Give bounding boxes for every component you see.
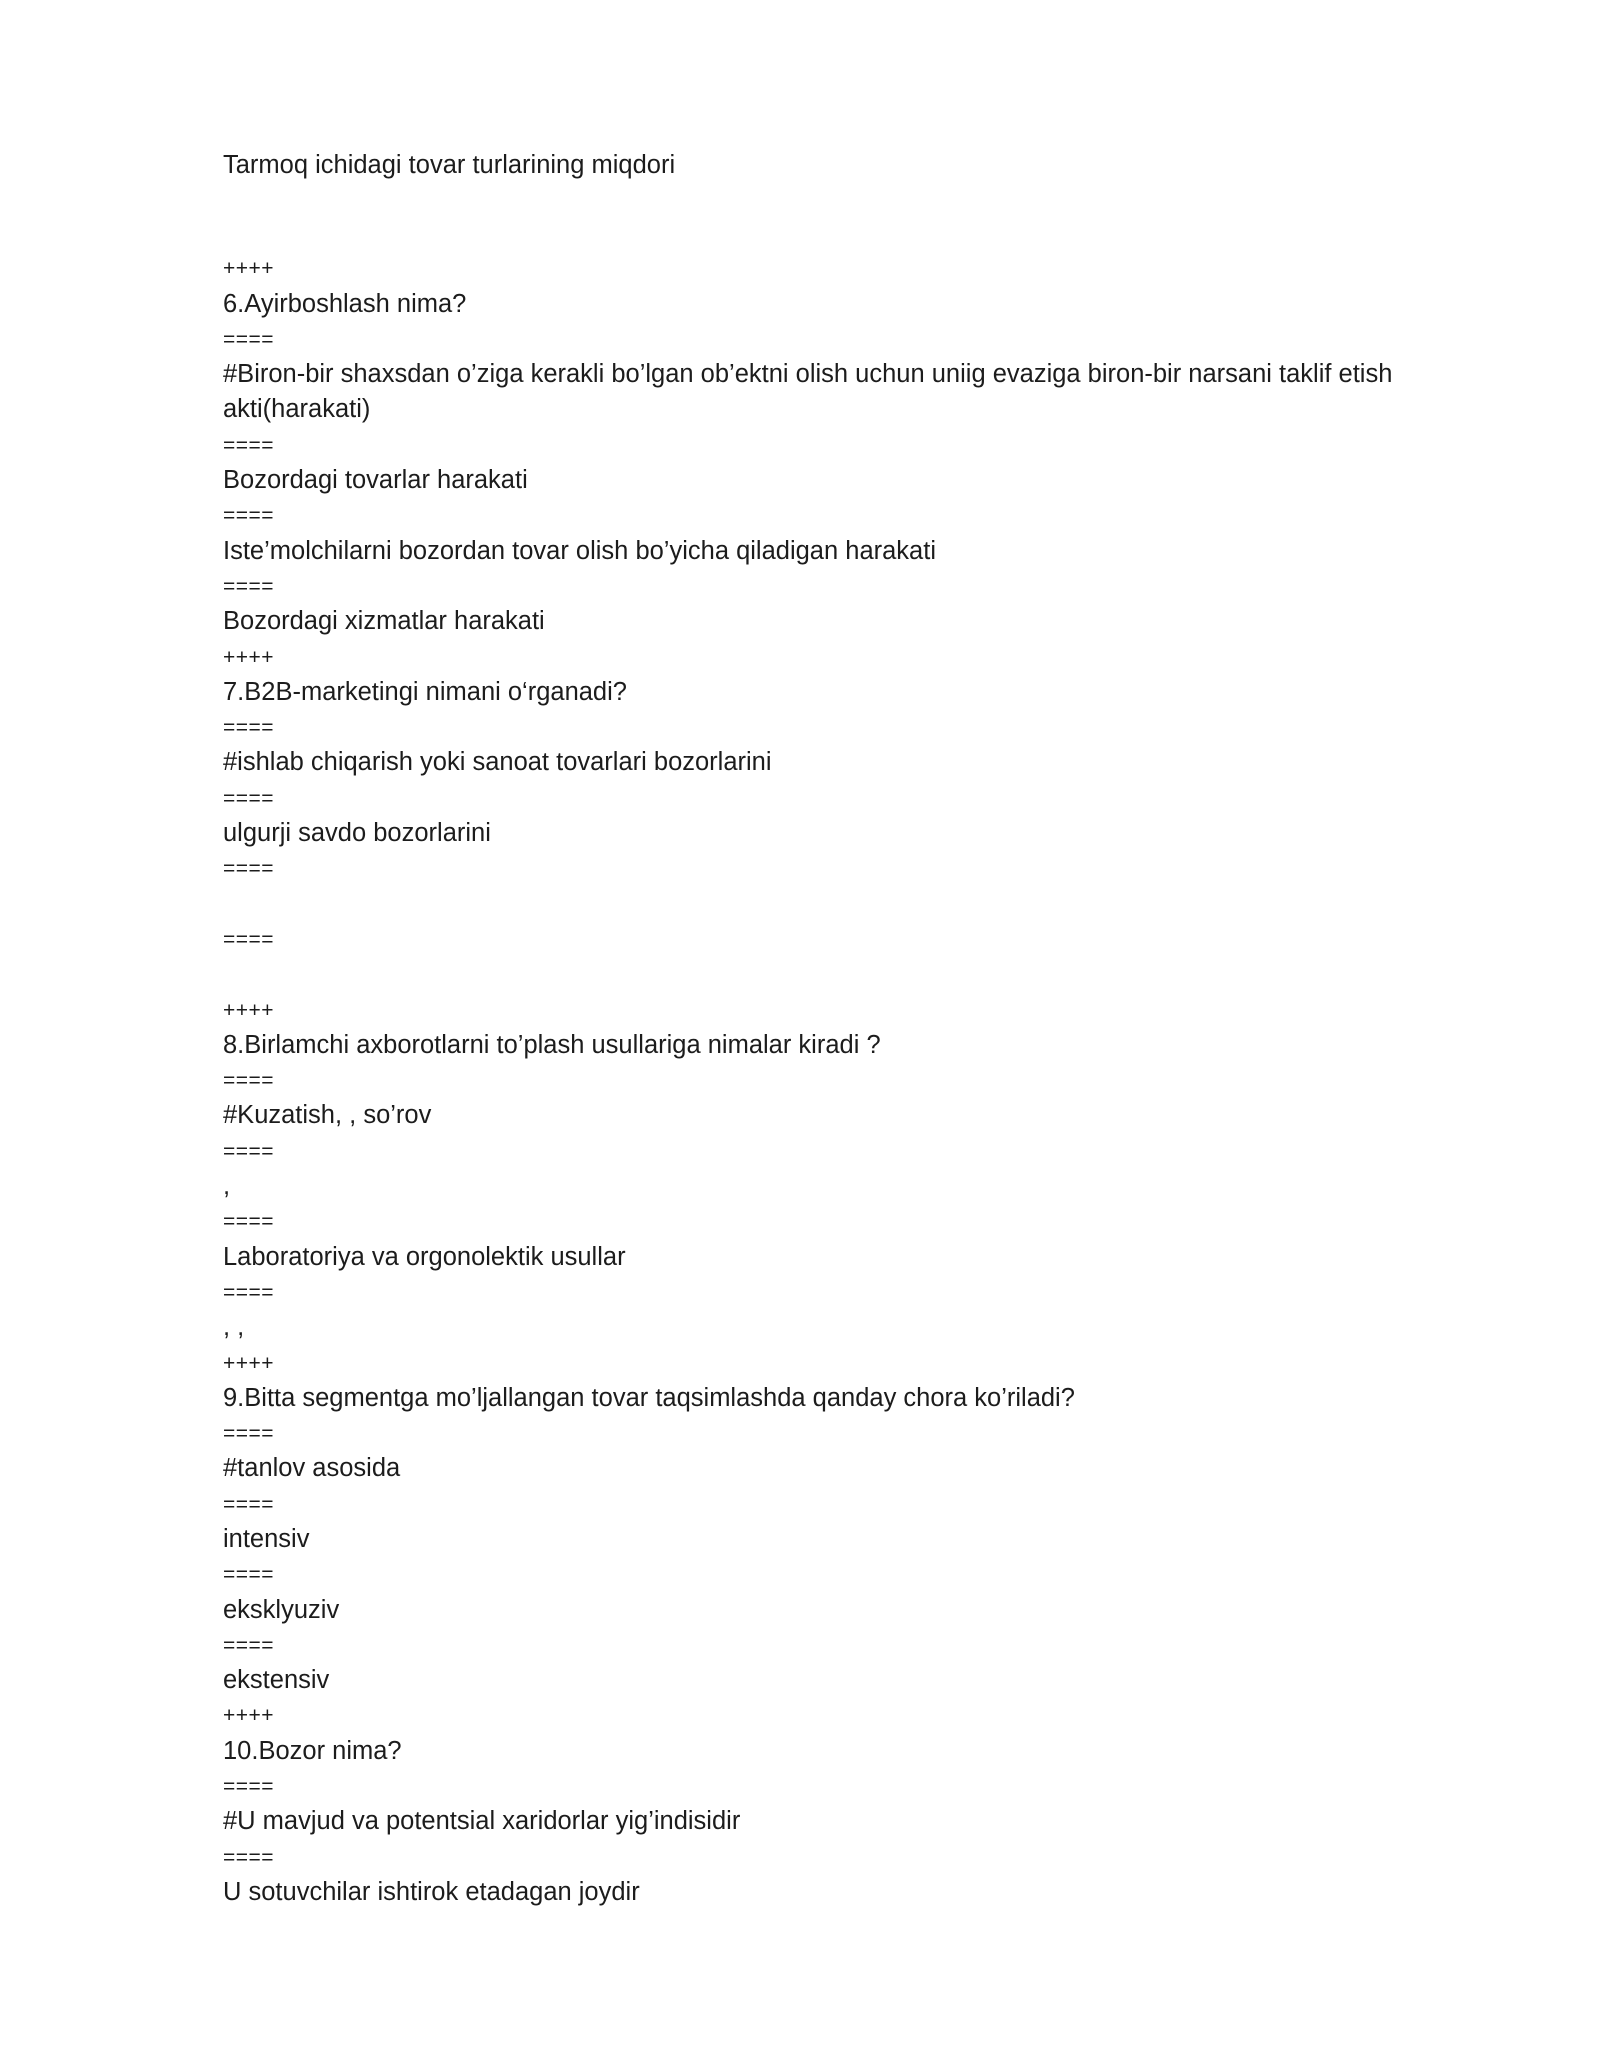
question-list: [223, 251, 1453, 1910]
answer-option-text: ekstensiv: [223, 1666, 330, 1695]
question-separator: ++++: [223, 998, 275, 1022]
question-text: 7.B2B-marketingi nimani o‘rganadi?: [223, 677, 627, 706]
blank-answer-line: [223, 957, 1453, 992]
answer-separator: ====: [223, 716, 275, 740]
answer-separator: ====: [223, 857, 275, 881]
answer-separator: ====: [223, 1563, 275, 1587]
answer-option-text: intensiv: [223, 1524, 310, 1553]
answer-separator: ====: [223, 786, 275, 810]
answer-separator: ====: [223, 327, 275, 351]
question-separator: ++++: [223, 645, 275, 669]
correct-answer-text: #U mavjud va potentsial xaridorlar yig’indisidir: [223, 1807, 741, 1836]
answer-separator: ====: [223, 927, 275, 951]
answer-separator: ====: [223, 1280, 275, 1304]
answer-separator: ====: [223, 1139, 275, 1163]
question-text: 9.Bitta segmentga mo’ljallangan tovar taqsimlashda qanday chora ko’riladi?: [223, 1383, 1075, 1412]
answer-option-text: Laboratoriya va orgonolektik usullar: [223, 1242, 626, 1271]
question-separator: ++++: [223, 257, 275, 281]
question-text: 10.Bozor nima?: [223, 1736, 402, 1765]
question-text: 6.Ayirboshlash nima?: [223, 289, 467, 318]
answer-option-text: Iste’molchilarni bozordan tovar olish bo’yicha qiladigan harakati: [223, 536, 936, 565]
answer-separator: ====: [223, 1633, 275, 1657]
answer-separator: ====: [223, 1845, 275, 1869]
answer-separator: ====: [223, 504, 275, 528]
correct-answer-text: #tanlov asosida: [223, 1454, 401, 1483]
answer-option-text: ulgurji savdo bozorlarini: [223, 819, 491, 848]
answer-option-text: ,: [223, 1172, 231, 1201]
answer-separator: ====: [223, 1210, 275, 1234]
answer-option-text: Bozordagi xizmatlar harakati: [223, 607, 545, 636]
answer-separator: ====: [223, 1775, 275, 1799]
question-separator: ++++: [223, 1351, 275, 1375]
correct-answer-text: #Biron-bir shaxsdan o’ziga kerakli bo’lgan ob’ektni olish uchun uniig evaziga biron-bir narsani taklif etish akti(harakati): [223, 360, 1400, 424]
document-body: [223, 148, 1453, 1910]
answer-separator: ====: [223, 1492, 275, 1516]
question-text: 8.Birlamchi axborotlarni to’plash usullariga nimalar kiradi ?: [223, 1030, 881, 1059]
answer-option-text: U sotuvchilar ishtirok etadagan joydir: [223, 1877, 640, 1906]
blank-answer-line: [223, 887, 1453, 922]
correct-answer-text: #ishlab chiqarish yoki sanoat tovarlari bozorlarini: [223, 748, 772, 777]
answer-option-text: , ,: [223, 1313, 245, 1342]
answer-option-text: eksklyuziv: [223, 1595, 340, 1624]
answer-separator: ====: [223, 1422, 275, 1446]
correct-answer-text: #Kuzatish, , so’rov: [223, 1101, 432, 1130]
answer-separator: ====: [223, 433, 275, 457]
answer-separator: ====: [223, 574, 275, 598]
answer-option-text: Bozordagi tovarlar harakati: [223, 466, 528, 495]
question-separator: ++++: [223, 1704, 275, 1728]
answer-separator: ====: [223, 1069, 275, 1093]
document-title: Tarmoq ichidagi tovar turlarining miqdori: [223, 151, 676, 179]
